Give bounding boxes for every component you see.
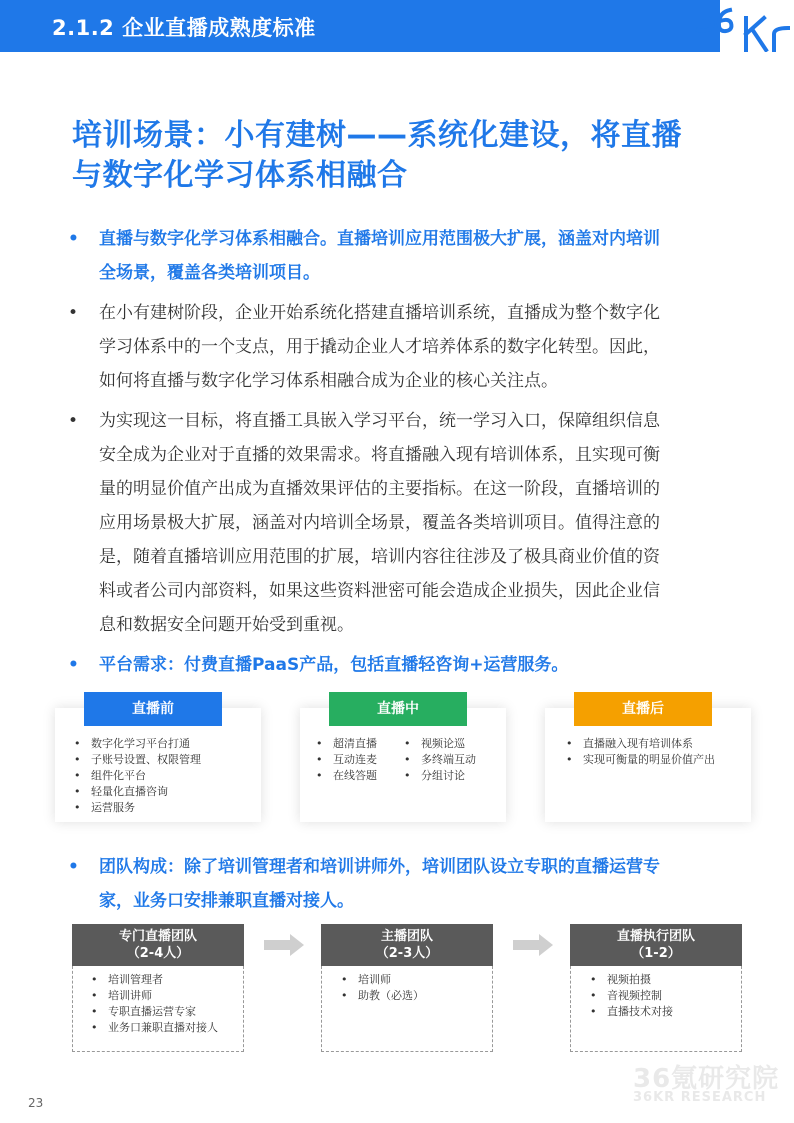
stage-list-during-col1 (316, 736, 377, 784)
page-title-line-1: 培训场景：小有建树——系统化建设，将直播 (72, 118, 682, 153)
bullet-line: 应用场景极大扩展，涵盖对内培训全场景，覆盖各类培训项目。值得注意的 (99, 513, 660, 533)
page-number: 23 (28, 1096, 44, 1110)
list-item: • 分组讨论 (404, 768, 476, 784)
list-item: • 培训师 (341, 972, 424, 988)
team-size: （1-2） (631, 946, 681, 961)
bullet-line: 息和数据安全问题开始受到重视。 (99, 615, 354, 635)
list-item: • 超清直播 (316, 736, 377, 752)
stage-tag-after: 直播后 (574, 692, 712, 726)
team-list-anchor (341, 972, 424, 1004)
bullet-dot: • (68, 655, 79, 675)
bullet-line: 在小有建树阶段，企业开始系统化搭建直播培训系统，直播成为整个数字化 (99, 303, 660, 323)
team-name: 直播执行团队 (616, 929, 695, 944)
list-item: • 在线答题 (316, 768, 377, 784)
bullet-dot: • (68, 857, 79, 877)
bullet-line: 学习体系中的一个支点，用于撬动企业人才培养体系的数字化转型。因此， (99, 337, 660, 357)
bullet-stage-description (68, 296, 728, 398)
stage-list-after (566, 736, 715, 768)
section-title: 2.1.2 企业直播成熟度标准 (52, 16, 316, 40)
watermark-en: 36KR RESEARCH (633, 1090, 767, 1105)
bullet-line: 平台需求：付费直播PaaS产品，包括直播轻咨询+运营服务。 (99, 655, 569, 675)
list-item: • 子账号设置、权限管理 (74, 752, 201, 768)
team-list-execution (590, 972, 673, 1020)
list-item: • 实现可衡量的明显价值产出 (566, 752, 715, 768)
list-item: • 助教（必选） (341, 988, 424, 1004)
bullet-line: 团队构成：除了培训管理者和培训讲师外，培训团队设立专职的直播运营专 (99, 857, 660, 877)
36kr-logo (694, 2, 794, 52)
bullet-dot: • (68, 229, 79, 249)
list-item: • 视频拍摄 (590, 972, 673, 988)
bullet-line: 安全成为企业对于直播的效果需求。将直播融入现有培训体系，且实现可衡 (99, 445, 660, 465)
bullet-line: 全场景，覆盖各类培训项目。 (99, 263, 320, 283)
team-head-dedicated (72, 924, 244, 966)
bullet-dot: • (68, 303, 79, 323)
list-item: • 培训管理者 (91, 972, 218, 988)
list-item: • 专职直播运营专家 (91, 1004, 218, 1020)
stage-list-before (74, 736, 201, 816)
bullet-line: 如何将直播与数字化学习体系相融合成为企业的核心关注点。 (99, 371, 558, 391)
team-name: 主播团队 (380, 929, 433, 944)
stage-list-during-col2 (404, 736, 476, 784)
bullet-line: 直播与数字化学习体系相融合。直播培训应用范围极大扩展，涵盖对内培训 (99, 229, 660, 249)
bullet-platform-needs (68, 648, 728, 682)
list-item: • 多终端互动 (404, 752, 476, 768)
team-head-anchor (321, 924, 493, 966)
team-size: （2-3人） (375, 946, 439, 961)
list-item: • 运营服务 (74, 800, 201, 816)
list-item: • 轻量化直播咨询 (74, 784, 201, 800)
bullet-goal-description (68, 404, 728, 642)
team-list-dedicated (91, 972, 218, 1036)
bullet-dot: • (68, 411, 79, 431)
arrow-right-icon (513, 934, 553, 956)
list-item: • 数字化学习平台打通 (74, 736, 201, 752)
bullet-summary (68, 222, 728, 290)
team-name: 专门直播团队 (118, 929, 197, 944)
bullet-line: 为实现这一目标，将直播工具嵌入学习平台，统一学习入口，保障组织信息 (99, 411, 660, 431)
list-item: • 组件化平台 (74, 768, 201, 784)
arrow-right-icon (264, 934, 304, 956)
team-head-execution (570, 924, 742, 966)
team-size: （2-4人） (126, 946, 190, 961)
list-item: • 培训讲师 (91, 988, 218, 1004)
list-item: • 视频论巡 (404, 736, 476, 752)
watermark-cn: 36氪研究院 (633, 1064, 780, 1094)
stage-tag-during: 直播中 (329, 692, 467, 726)
bullet-team-composition (68, 850, 728, 918)
list-item: • 业务口兼职直播对接人 (91, 1020, 218, 1036)
bullet-line: 家，业务口安排兼职直播对接人。 (99, 891, 354, 911)
bullet-line: 量的明显价值产出成为直播效果评估的主要指标。在这一阶段，直播培训的 (99, 479, 660, 499)
list-item: • 音视频控制 (590, 988, 673, 1004)
list-item: • 互动连麦 (316, 752, 377, 768)
stage-tag-before: 直播前 (84, 692, 222, 726)
list-item: • 直播融入现有培训体系 (566, 736, 715, 752)
bullet-line: 是，随着直播培训应用范围的扩展，培训内容往往涉及了极具商业价值的资 (99, 547, 660, 567)
page-title-line-2: 与数字化学习体系相融合 (72, 158, 408, 193)
list-item: • 直播技术对接 (590, 1004, 673, 1020)
bullet-line: 料或者公司内部资料，如果这些资料泄密可能会造成企业损失，因此企业信 (99, 581, 660, 601)
page-title (72, 116, 752, 196)
